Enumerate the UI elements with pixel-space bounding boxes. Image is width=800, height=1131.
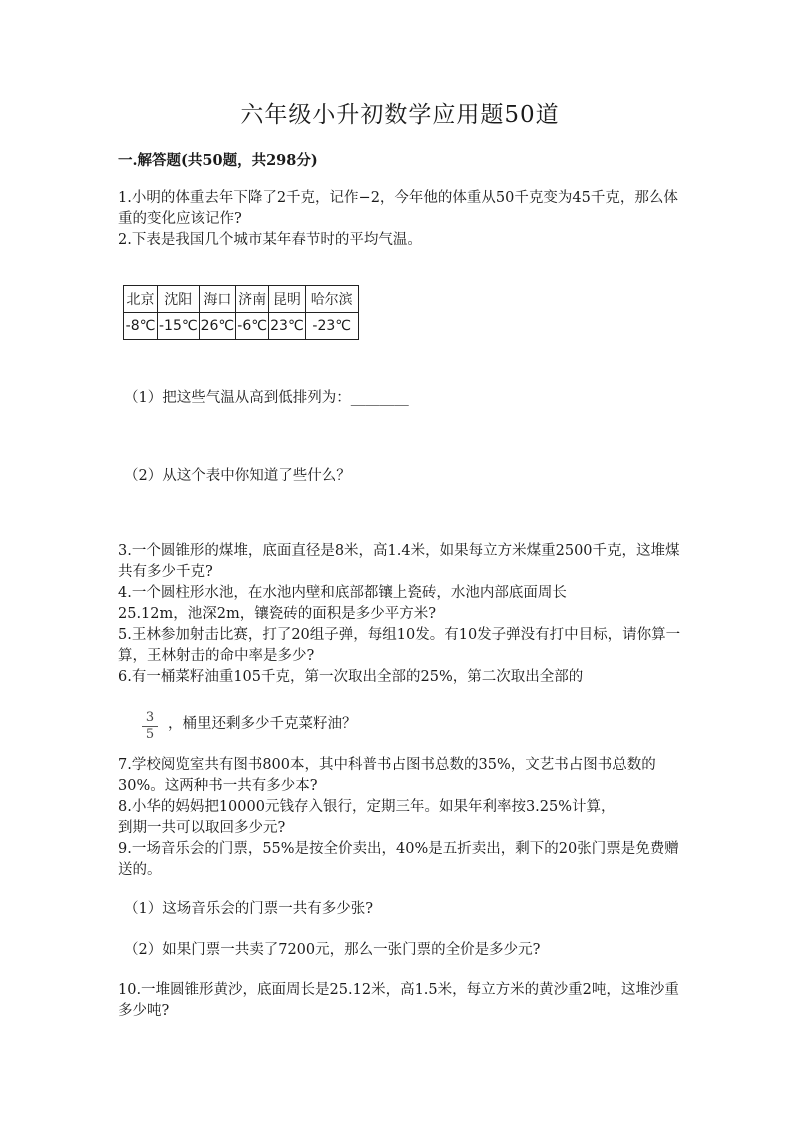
table-cell: -15℃ [158, 313, 200, 340]
question-9: 9.一场音乐会的门票，55%是按全价卖出，40%是五折卖出，剩下的20张门票是免费赠送的。 [118, 841, 679, 878]
question-6-line-2: ，桶里还剩多少千克菜籽油？ [168, 716, 357, 732]
question-9-part-2: （2）如果门票一共卖了7200元，那么一张门票的全价是多少元? [124, 942, 541, 958]
question-9-part-1: （1）这场音乐会的门票一共有多少张? [124, 901, 373, 917]
temperature-table [123, 285, 359, 340]
question-4-line-1: 4.一个圆柱形水池，在水池内壁和底部都镶上瓷砖，水池内部底面周长 [118, 585, 567, 601]
table-cell: 26℃ [199, 313, 236, 340]
table-cell: 海口 [199, 286, 236, 313]
table-cell: -6℃ [236, 313, 269, 340]
table-header-row [124, 286, 359, 313]
question-2: 2.下表是我国几个城市某年春节时的平均气温。 [118, 232, 422, 248]
table-cell: 23℃ [269, 313, 306, 340]
question-8-line-2: 到期一共可以取回多少元? [118, 820, 286, 836]
question-7: 7.学校阅览室共有图书800本，其中科普书占图书总数的35%，文艺书占图书总数的30%。这两种书一共有多少本? [118, 757, 656, 794]
table-cell: -8℃ [124, 313, 158, 340]
fraction-numerator: 3 [142, 711, 158, 727]
table-row [124, 313, 359, 340]
page-title: 六年级小升初数学应用题50道 [240, 102, 560, 128]
question-2-part-2: （2）从这个表中你知道了些什么？ [124, 468, 351, 484]
table-cell: -23℃ [305, 313, 358, 340]
table-cell: 哈尔滨 [305, 286, 358, 313]
question-2-part-1: （1）把这些气温从高到低排列为：________ [124, 390, 409, 406]
fraction [142, 711, 158, 742]
section-heading: 一.解答题(共50题，共298分) [118, 152, 318, 169]
question-10: 10.一堆圆锥形黄沙，底面周长是25.12米，高1.5米，每立方米的黄沙重2吨，这堆沙重多少吨? [118, 982, 679, 1019]
question-3: 3.一个圆锥形的煤堆，底面直径是8米，高1.4米，如果每立方米煤重2500千克，这堆煤共有多少千克? [118, 543, 680, 580]
fraction-denominator: 5 [145, 727, 155, 742]
table-cell: 沈阳 [158, 286, 200, 313]
question-1: 1.小明的体重去年下降了2千克，记作−2，今年他的体重从50千克变为45千克，那么体重的变化应该记作? [118, 190, 678, 227]
question-4-line-2: 25.12m，池深2m，镶瓷砖的面积是多少平方米? [118, 606, 437, 622]
question-6-line-1: 6.有一桶菜籽油重105千克，第一次取出全部的25%，第二次取出全部的 [118, 669, 584, 685]
table-cell: 昆明 [269, 286, 306, 313]
question-5: 5.王林参加射击比赛，打了20组子弹，每组10发。有10发子弹没有打中目标，请你算一算，王林射击的命中率是多少? [118, 627, 681, 664]
table-cell: 济南 [236, 286, 269, 313]
question-8-line-1: 8.小华的妈妈把10000元钱存入银行，定期三年。如果年利率按3.25%计算， [118, 799, 616, 815]
table-cell: 北京 [124, 286, 158, 313]
